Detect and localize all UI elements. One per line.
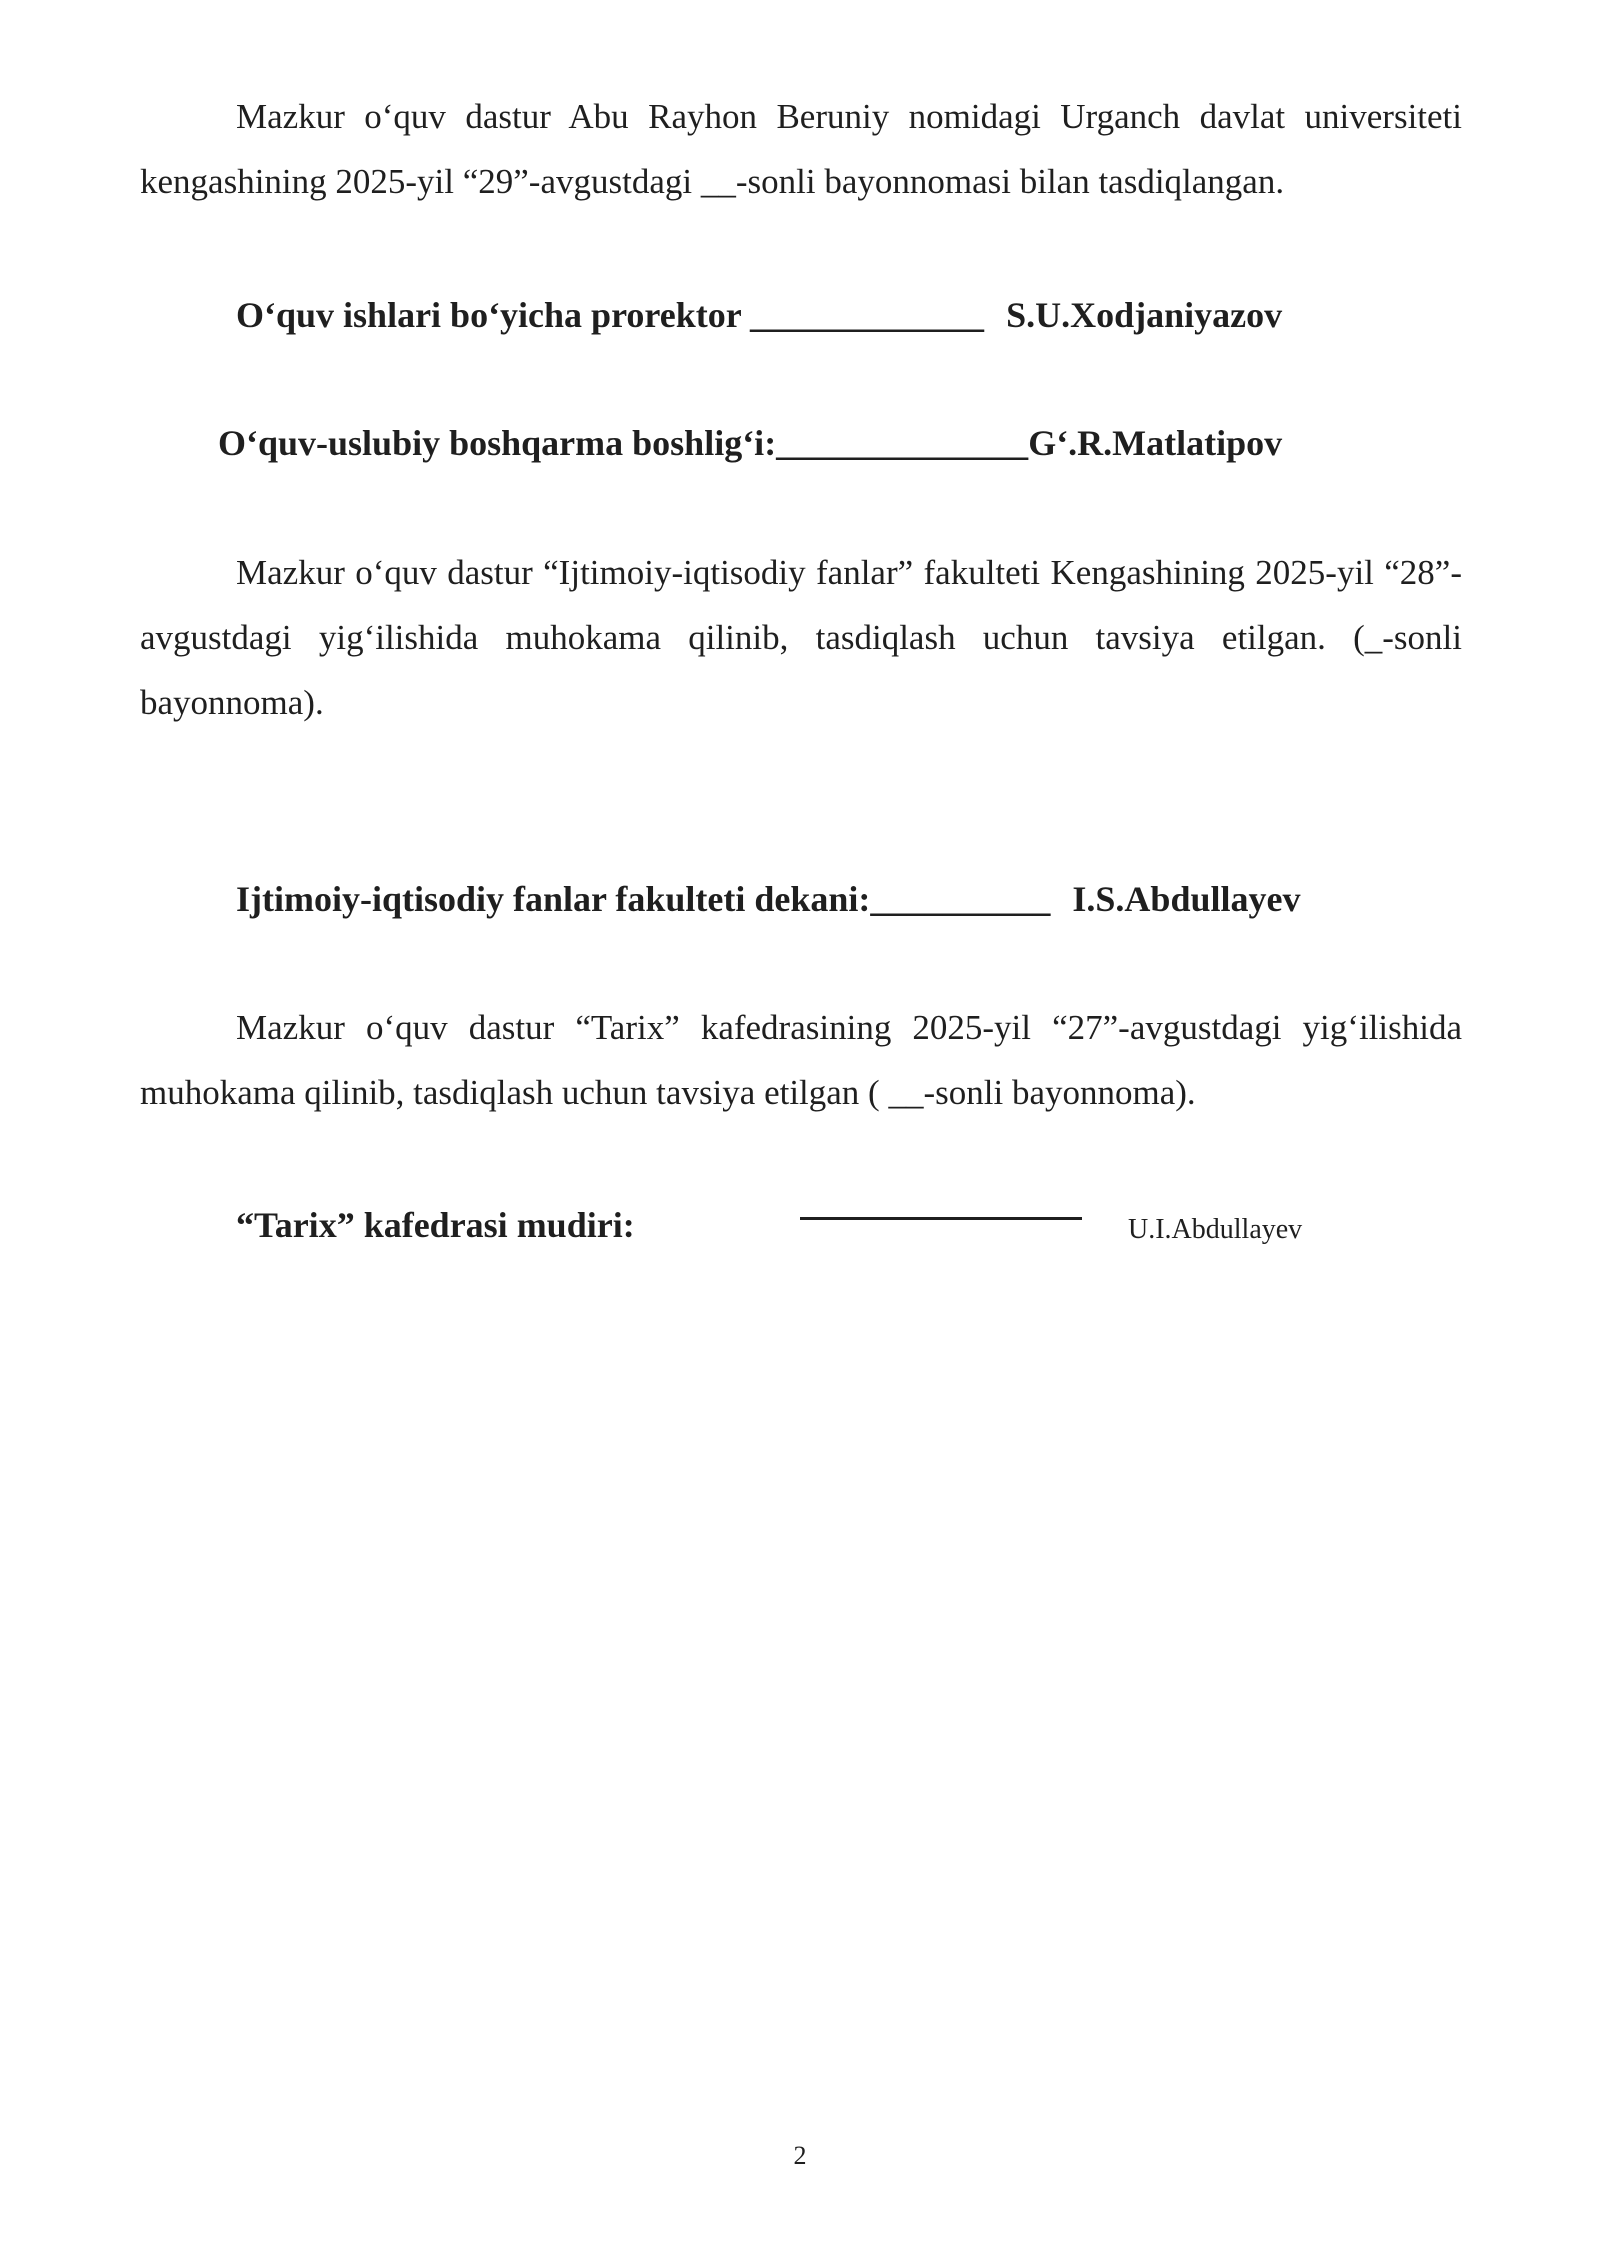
signature-vice-rector: [236, 290, 1282, 340]
signature-name-methodical-head: G‘.R.Matlatipov: [1028, 423, 1283, 463]
signature-title-department-head: “Tarix” kafedrasi mudiri:: [236, 1205, 635, 1245]
signature-name-dean: I.S.Abdullayev: [1072, 879, 1301, 919]
approval-paragraph-faculty-council: Mazkur o‘quv dastur “Ijtimoiy-iqtisodiy fanlar” fakulteti Kengashining 2025-yil “28”-avgustdagi yig‘ilishida muhokama qilinib, tasdiqlash uchun tavsiya etilgan. (_-sonli bayonnoma).: [140, 553, 1462, 722]
signature-line-department-head: [800, 1217, 1082, 1220]
approval-paragraph-department: Mazkur o‘quv dastur “Tarix” kafedrasining 2025-yil “27”-avgustdagi yig‘ilishida muhokama qilinib, tasdiqlash uchun tavsiya etilgan ( __-sonli bayonnoma).: [140, 1008, 1462, 1112]
signature-title-methodical-head: O‘quv-uslubiy boshqarma boshlig‘i:______________: [218, 423, 1029, 463]
signature-dean: [236, 874, 1300, 924]
signature-name-vice-rector: S.U.Xodjaniyazov: [1006, 295, 1283, 335]
signature-title-vice-rector: O‘quv ishlari bo‘yicha prorektor _____________: [236, 295, 985, 335]
signature-name-department-head: U.I.Abdullayev: [1128, 1214, 1303, 1245]
signature-title-dean: Ijtimoiy-iqtisodiy fanlar fakulteti dekani:__________: [236, 879, 1051, 919]
page-number: 2: [793, 2141, 807, 2170]
approval-paragraph-university-council: Mazkur o‘quv dastur Abu Rayhon Beruniy nomidagi Urganch davlat universiteti kengashining 2025-yil “29”-avgustdagi __-sonli bayonnomasi bilan tasdiqlangan.: [140, 97, 1462, 201]
signature-methodical-head: [218, 418, 1282, 468]
